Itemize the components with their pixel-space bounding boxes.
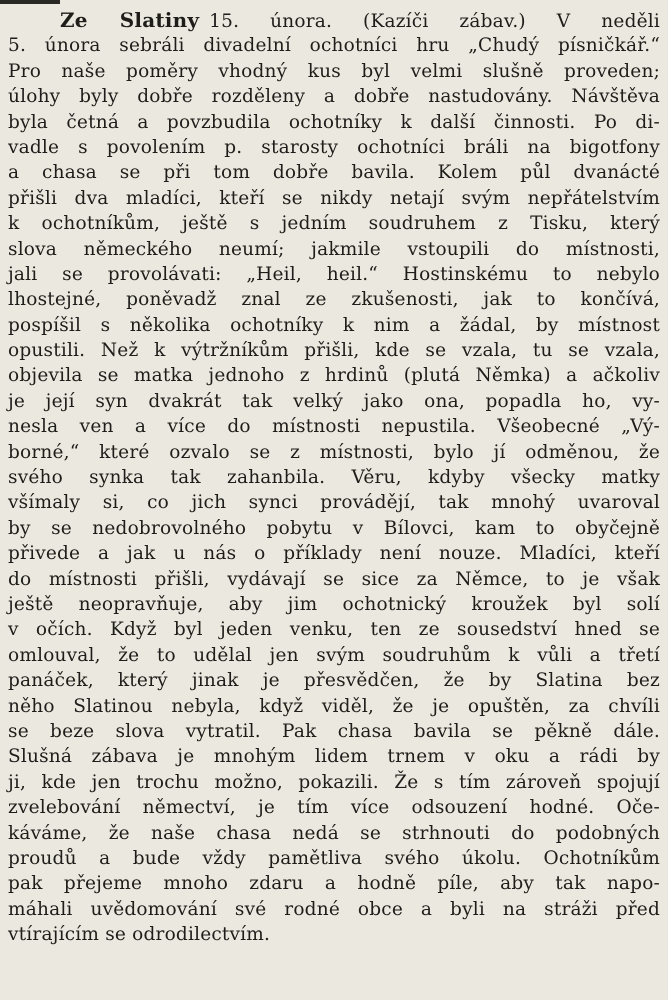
article-line: pak přejeme mnoho zdaru a hodně píle, aby tak napo-	[8, 873, 660, 895]
article-line: slova německého neumí; jakmile vstoupili do místnosti,	[8, 238, 660, 260]
article-line: a chasa se při tom dobře bavila. Kolem půl dvanácté	[8, 162, 660, 184]
article-line: přivede a jak u nás o příklady není nouze. Mladíci, kteří	[8, 543, 660, 565]
article-line: zvelebování němectví, je tím více odsouzení hodné. Oče-	[8, 797, 660, 819]
article-line: do místnosti přišli, vydávají se sice za Němce, to je však	[8, 568, 660, 590]
article-line: pospíšil s několika ochotníky k nim a žádal, by místnost	[8, 314, 660, 336]
news-article	[8, 8, 660, 947]
article-line: objevila se matka jednoho z hrdinů (plutá Němka) a ačkoliv	[8, 365, 660, 387]
article-line: nesla ven a více do místnosti nepustila. Všeobecné „Vý-	[8, 416, 660, 438]
article-line: přišli dva mladíci, kteří se nikdy netají svým nepřátelstvím	[8, 187, 660, 209]
header-rule	[0, 0, 60, 4]
article-line: k ochotníkům, ještě s jedním soudruhem z Tisku, který	[8, 213, 660, 235]
article-line: vtírajícím se odrodilectvím.	[8, 924, 271, 946]
article-line: omlouval, že to udělal jen svým soudruhům k vůli a třetí	[8, 644, 660, 666]
article-line: něho Slatinou nebyla, když viděl, že je opuštěn, za chvíli	[8, 695, 660, 717]
article-line: proudů a bude vždy pamětliva svého úkolu. Ochotníkům	[8, 847, 660, 869]
article-line: vadle s povolením p. starosty ochotníci bráli na bigotfony	[8, 136, 660, 158]
article-line: byla četná a povzbudila ochotníky k další činnosti. Po di-	[8, 111, 660, 133]
article-line: úlohy byly dobře rozděleny a dobře nastudovány. Návštěva	[8, 86, 660, 108]
article-line: by se nedobrovolného pobytu v Bílovci, kam to obyčejně	[8, 517, 660, 539]
article-line: máhali uvědomování své rodné obce a byli na stráži před	[8, 898, 660, 920]
article-place-heading: Ze Slatiny	[60, 8, 200, 32]
article-first-line	[8, 8, 660, 33]
article-line: Pro naše poměry vhodný kus byl velmi slušně proveden;	[8, 60, 660, 82]
article-line: je její syn dvakrát tak velký jako ona, popadla ho, vy-	[8, 390, 660, 412]
article-line: ji, kde jen trochu možno, pokazili. Že s tím zároveň spojují	[8, 771, 660, 793]
article-line: všímaly si, co jich synci provádějí, tak mnohý uvaroval	[8, 492, 660, 514]
article-line: káváme, že naše chasa nedá se strhnouti do podobných	[8, 822, 660, 844]
article-line: opustili. Než k výtržníkům přišli, kde se vzala, tu se vzala,	[8, 340, 660, 362]
article-line: borné,“ které ozvalo se z místnosti, bylo jí odměnou, že	[8, 441, 660, 463]
article-line: jali se provolávati: „Heil, heil.“ Hostinskému to nebylo	[8, 263, 660, 285]
article-line: 5. února sebráli divadelní ochotníci hru „Chudý písničkář.“	[8, 35, 660, 57]
article-body	[8, 33, 660, 947]
article-line: v očích. Když byl jeden venku, ten ze sousedství hned se	[8, 619, 660, 641]
article-line: lhostejné, poněvadž znal ze zkušenosti, jak to končívá,	[8, 289, 660, 311]
article-date-line: 15. února. (Kazíči zábav.) V neděli	[209, 11, 660, 32]
article-line: se beze slova vytratil. Pak chasa bavila se pěkně dále.	[8, 720, 660, 742]
article-line: Slušná zábava je mnohým lidem trnem v oku a rádi by	[8, 746, 660, 768]
article-line: panáček, který jinak je přesvědčen, že by Slatina bez	[8, 670, 660, 692]
article-line: svého synka tak zahanbila. Věru, kdyby všecky matky	[8, 467, 660, 489]
article-line: ještě neopravňuje, aby jim ochotnický kroužek byl solí	[8, 593, 660, 615]
